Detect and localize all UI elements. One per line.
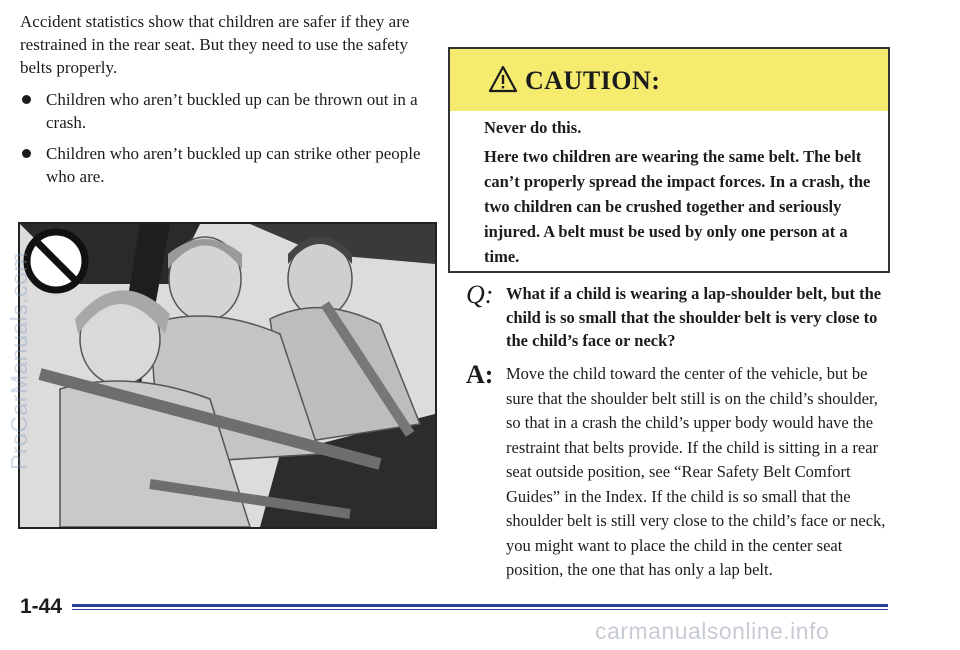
caution-box (448, 47, 890, 273)
answer-mark-label: A: (466, 360, 494, 389)
watermark-text: ProCarManuals.com (6, 251, 32, 470)
caution-header (450, 49, 888, 111)
answer-text: Move the child toward the center of the vehicle, but be sure that the shoulder belt still is on the child’s shoulder, so that in a crash the child’s upper body would have the restraint that belts provide. If the child is sitting in a rear seat outside position, see “Rear Safety Belt Comfort Guides” in the Index. If the child is so small that the shoulder belt is still very close to the child’s face or neck, you might want to place the child in the center seat position, the one that has only a lap belt. (506, 364, 886, 579)
footer-rule-thin (72, 609, 888, 610)
footer-rule (72, 604, 888, 607)
question-text: What if a child is wearing a lap-shoulder belt, but the child is so small that the shoulder belt is very close to the child’s face or neck? (506, 284, 882, 350)
footer-site-watermark: carmanualsonline.info (595, 618, 830, 644)
bullet-dot-icon (22, 95, 31, 104)
bullet-text: Children who aren’t buckled up can strike other people who are. (46, 144, 421, 186)
warning-triangle-icon (488, 65, 518, 93)
caution-body (484, 115, 876, 273)
bullet-list (20, 88, 440, 188)
caution-title: CAUTION: (525, 66, 661, 95)
bullet-item (20, 142, 440, 188)
answer-block (466, 362, 886, 583)
bullet-item (20, 88, 440, 134)
bullet-text: Children who aren’t buckled up can be thrown out in a crash. (46, 90, 418, 132)
question-mark-label: Q: (466, 280, 494, 309)
bullet-dot-icon (22, 149, 31, 158)
caution-line: Here two children are wearing the same belt. The belt can’t properly spread the impact forces. In a crash, the two children can be crushed together and seriously injured. A belt must be used by only one person at a time. (484, 147, 871, 266)
intro-paragraph: Accident statistics show that children are safer if they are restrained in the rear seat. But they need to use the safety belts properly. (20, 12, 410, 77)
question-block (466, 282, 886, 353)
illustration-children-sharing-belt (18, 222, 437, 529)
page-number: 1-44 (20, 595, 63, 618)
left-column (20, 10, 440, 196)
caution-line: Never do this. (484, 118, 582, 137)
illustration-drawing (20, 224, 435, 527)
